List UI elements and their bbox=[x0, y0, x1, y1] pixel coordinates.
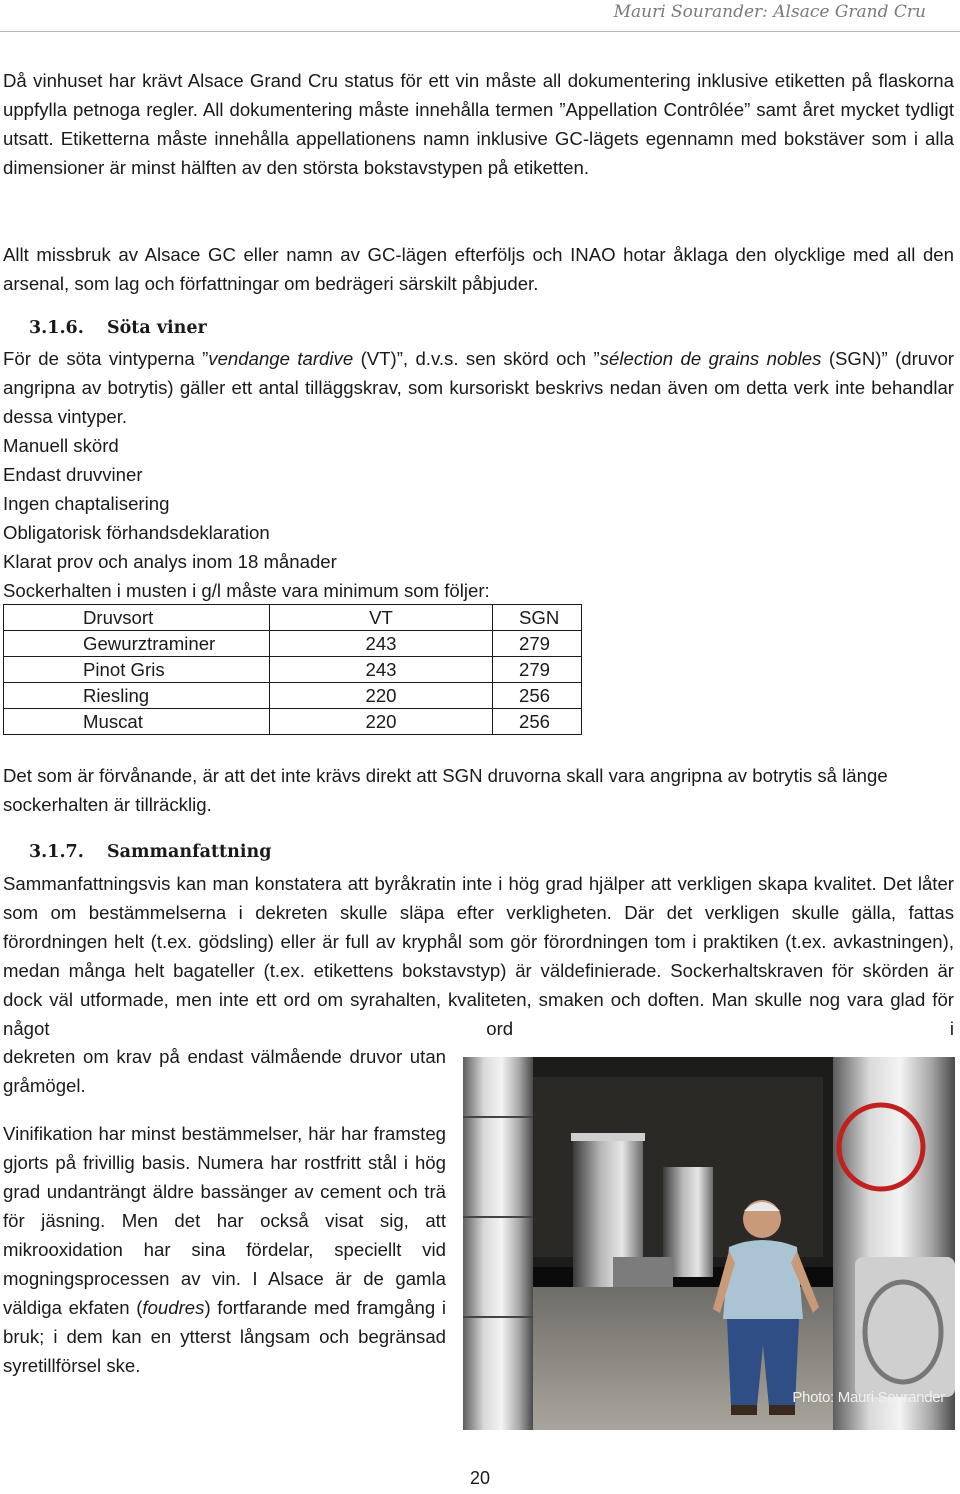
paragraph-sgn-note: Det som är förvånande, är att det inte krävs direkt att SGN druvorna skall vara angripna av botrytis så länge sockerhalten är tillräcklig. bbox=[3, 765, 888, 815]
running-header: Mauri Sourander: Alsace Grand Cru bbox=[613, 2, 926, 22]
sgn-term: sélection de grains nobles bbox=[599, 348, 822, 369]
paragraph-labelling-rules: Då vinhuset har krävt Alsace Grand Cru status för ett vin måste all dokumentering inklusive etiketten på flaskorna uppfylla petnoga regler. All dokumentering måste innehålla termen ”Appellation Contrôlée” samt året mycket tydligt utsatt. Etiketterna måste innehålla appellationens namn inklusive GC-lägets egennamn med bokstäver som i alla dimensioner är minst hälften av den största bokstavstypen på etiketten. bbox=[3, 70, 954, 178]
table-cell bbox=[493, 683, 582, 709]
paragraph-sweet-wines bbox=[3, 344, 954, 431]
requirement-line: Klarat prov och analys inom 18 månader bbox=[3, 551, 337, 572]
requirement-line: Endast druvviner bbox=[3, 464, 143, 485]
section-title: Sammanfattning bbox=[107, 842, 272, 862]
paragraph-vinification bbox=[3, 1119, 446, 1380]
section-number: 3.1.7. bbox=[29, 842, 84, 862]
table-header: VT bbox=[270, 605, 493, 631]
requirement-line: Sockerhalten i musten i g/l måste vara minimum som följer: bbox=[3, 580, 490, 601]
photo-caption: Photo: Mauri Sourander bbox=[792, 1389, 945, 1406]
table-cell: 220 bbox=[270, 683, 493, 709]
table-row bbox=[4, 683, 582, 709]
table-row bbox=[4, 709, 582, 735]
table-header: Druvsort bbox=[4, 605, 270, 631]
table-header bbox=[493, 605, 582, 631]
table-cell-text: 256 bbox=[519, 685, 551, 706]
section-title: Söta viner bbox=[107, 318, 207, 338]
intro-text: (SGN)” (druvor angripna av botrytis) gäller ett antal tilläggskrav, som kursoriskt beskrivs nedan även om detta verk inte behandlar dessa vintyper. bbox=[3, 348, 954, 427]
table-cell bbox=[493, 631, 582, 657]
page-number: 20 bbox=[469, 1468, 491, 1488]
table-row bbox=[4, 657, 582, 683]
section-heading-317 bbox=[29, 842, 271, 862]
table-cell-text: 279 bbox=[519, 633, 551, 654]
paragraph-misuse: Allt missbruk av Alsace GC eller namn av GC-lägen efterföljs och INAO hotar åklaga den olycklige med all den arsenal, som lag och författningar om bedrägeri särskilt påbjuder. bbox=[3, 244, 954, 294]
table-cell: 243 bbox=[270, 657, 493, 683]
table-cell: Muscat bbox=[4, 709, 270, 735]
requirement-line: Manuell skörd bbox=[3, 435, 119, 456]
table-cell: Gewurztraminer bbox=[4, 631, 270, 657]
table-cell bbox=[493, 657, 582, 683]
table-cell: 243 bbox=[270, 631, 493, 657]
table-cell-text: 279 bbox=[519, 659, 551, 680]
intro-text: För de söta vintyperna ” bbox=[3, 348, 209, 369]
table-cell: 220 bbox=[270, 709, 493, 735]
table-row bbox=[4, 631, 582, 657]
paragraph-summary: Sammanfattningsvis kan man konstatera att byråkratin inte i hög grad hjälper att verkligen skapa kvalitet. Det låter som om bestämmelserna i dekreten skulle släpa efter verkligheten. Där det verkligen skulle gälla, fattas förordningen helt (t.ex. gödsling) eller är full av kryphål som gör förordningen tom i praktiken (t.ex. avkastningen), medan många helt bagateller (t.ex. etikettens bokstavstyp) är väldefinierade. Sockerhaltskraven för skörden är dock väl utformade, men inte ett ord om syrahalten, kvaliteten, smaken och doften. Man skulle nog vara glad för något ord i bbox=[3, 873, 954, 1039]
requirement-line: Ingen chaptalisering bbox=[3, 493, 170, 514]
intro-text: (VT)”, d.v.s. sen skörd och ” bbox=[353, 348, 600, 369]
vinification-text: ) fortfarande med framgång i bruk; i dem kan en ytterst långsam och begränsad syretillförsel ske. bbox=[3, 1297, 446, 1376]
paragraph-summary-continued: dekreten om krav på endast välmående druvor utan gråmögel. bbox=[3, 1046, 446, 1096]
header-rule bbox=[0, 31, 960, 32]
sugar-table bbox=[3, 604, 582, 735]
table-header-text: SGN bbox=[519, 607, 560, 628]
table-cell bbox=[493, 709, 582, 735]
table-header-row bbox=[4, 605, 582, 631]
table-cell-text: 256 bbox=[519, 711, 551, 732]
vt-term: vendange tardive bbox=[208, 348, 354, 369]
vinification-text: Vinifikation har minst bestämmelser, här har framsteg gjorts på frivillig basis. Numera har rostfritt stål i hög grad undanträngt äldre bassänger av cement och trä för jäsning. Men det har också visat sig, att mikrooxidation har sina fördelar, speciellt vid mogningsprocessen av vin. I Alsace är de gamla väldiga ekfaten ( bbox=[3, 1123, 446, 1318]
section-heading-316 bbox=[29, 318, 207, 338]
requirement-line: Obligatorisk förhandsdeklaration bbox=[3, 522, 270, 543]
section-number: 3.1.6. bbox=[29, 318, 84, 338]
foudres-term: foudres bbox=[142, 1297, 205, 1318]
table-cell: Pinot Gris bbox=[4, 657, 270, 683]
cellar-photo bbox=[463, 1057, 955, 1430]
cellar-photo-illustration bbox=[463, 1057, 955, 1430]
table-cell: Riesling bbox=[4, 683, 270, 709]
